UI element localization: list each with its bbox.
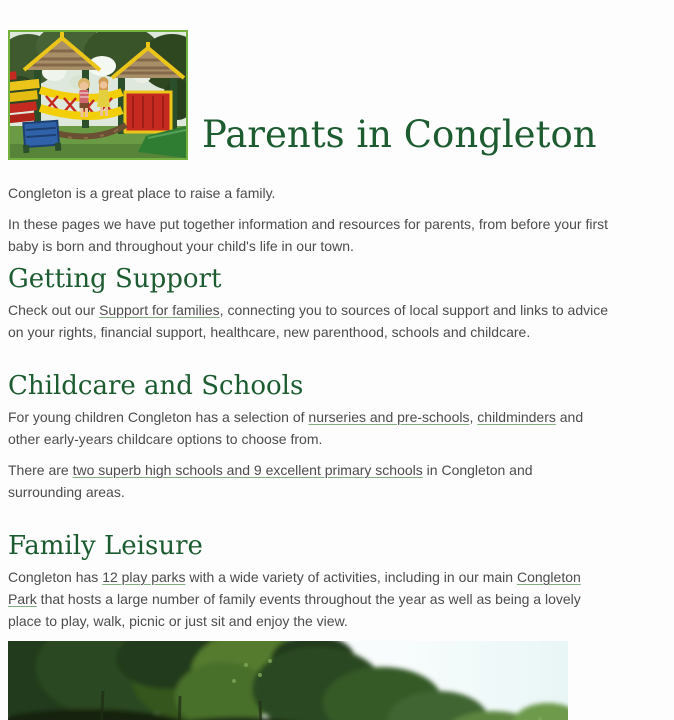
family-leisure-heading: Family Leisure (8, 531, 203, 561)
page-title: Parents in Congleton (202, 113, 597, 157)
text-segment: For young children Congleton has a selection of (8, 409, 309, 425)
text-segment: , connecting you to sources of local support and links to advice on your rights, financial support, healthcare, new parenthood, schools and childcare. (8, 302, 609, 340)
childminders-link[interactable]: childminders (477, 409, 556, 425)
section-family-leisure (8, 533, 610, 720)
childcare-and-schools-heading: Childcare and Schools (8, 371, 304, 401)
schools-paragraph (8, 459, 608, 503)
section-getting-support (8, 266, 610, 343)
page-header (8, 30, 610, 160)
nurseries-and-preschools-link[interactable]: nurseries and pre-schools (308, 409, 470, 425)
family-leisure-paragraph (8, 566, 608, 632)
intro-paragraph-1: Congleton is a great place to raise a family. (8, 185, 276, 201)
schools-link[interactable]: two superb high schools and 9 excellent primary schools (72, 462, 423, 478)
text-segment: Check out our (8, 302, 100, 318)
play-parks-link[interactable]: 12 play parks (102, 569, 186, 585)
childcare-paragraph (8, 406, 608, 450)
text-segment: There are (8, 462, 73, 478)
congleton-park-photo (8, 641, 568, 720)
text-segment: , (469, 409, 478, 425)
text-segment: that hosts a large number of family events throughout the year as well as being a lovely place to play, walk, picnic or just sit and enjoy the view. (8, 591, 581, 629)
text-segment: in Congleton and surrounding areas. (8, 462, 533, 500)
text-segment: and other early-years childcare options to choose from. (8, 409, 584, 447)
text-segment: Congleton has (8, 569, 103, 585)
intro-paragraph-2: In these pages we have put together information and resources for parents, from before your first baby is born and throughout your child's life in our town. (8, 216, 608, 254)
support-for-families-link[interactable]: Support for families (99, 302, 220, 318)
text-segment: with a wide variety of activities, including in our main (185, 569, 517, 585)
congleton-park-link[interactable]: Congleton Park (8, 569, 581, 607)
playground-photo (8, 30, 188, 160)
section-childcare-and-schools (8, 373, 610, 503)
playground-photo-illustration (10, 32, 186, 158)
getting-support-paragraph (8, 299, 608, 343)
getting-support-heading: Getting Support (8, 264, 222, 294)
congleton-park-photo-illustration (8, 641, 568, 720)
